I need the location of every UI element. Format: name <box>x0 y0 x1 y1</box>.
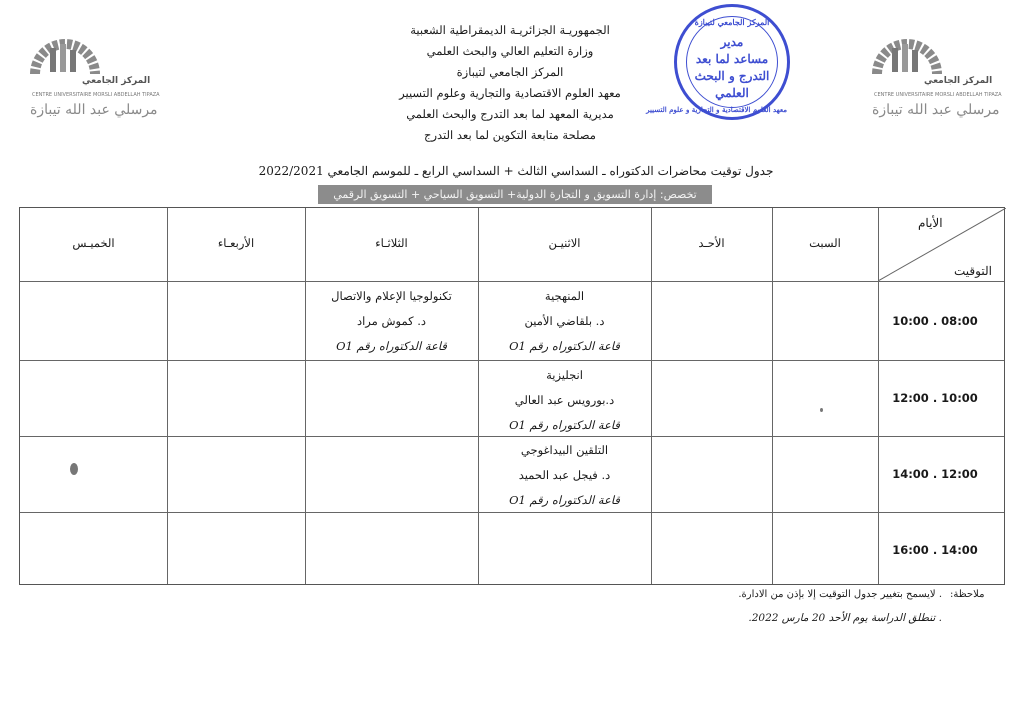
stamp-ring-bottom: معهد العلوم الاقتصادية و التجارية و علوم التسيير <box>646 105 787 114</box>
session-room: قاعة الدكتوراه رقم O1 <box>509 418 620 432</box>
stamp-ring-top: المركز الجامعي لتيبازة <box>694 17 770 27</box>
day-header-tuesday: الثلاثـاء <box>375 236 408 250</box>
schedule-title: جدول توقيت محاضرات الدكتوراه ـ السداسي الثالث + السداسي الرابع ـ للموسم الجامعي 2022/2021 <box>258 164 774 178</box>
timetable <box>19 207 1005 585</box>
official-stamp <box>646 4 790 120</box>
session-room: قاعة الدكتوراه رقم O1 <box>509 493 620 507</box>
header-institute: معهد العلوم الاقتصادية والتجارية وعلوم التسيير <box>399 86 621 100</box>
stamp-line-2: مساعد لما بعد <box>695 52 769 66</box>
session-subject: المنهجية <box>544 289 585 303</box>
day-header-wednesday: الأربعـاء <box>217 236 255 250</box>
corner-time-label: التوقيت <box>954 264 992 278</box>
logo-label: المركز الجامعي <box>82 76 151 86</box>
corner-days-label: الأيام <box>918 216 943 230</box>
session-subject: انجليزية <box>546 368 583 382</box>
session-subject: تكنولوجيا الإعلام والاتصال <box>331 289 452 303</box>
stamp-line-4: العلمي <box>715 86 749 100</box>
session-teacher: د. فيجل عبد الحميد <box>518 468 611 482</box>
session-teacher: د.بورويس عبد العالي <box>514 393 615 407</box>
session-room: قاعة الدكتوراه رقم O1 <box>336 339 447 353</box>
grid-line <box>20 281 1004 282</box>
session-subject: التلقين البيداغوجي <box>520 443 609 457</box>
scan-speck <box>70 463 78 475</box>
logo-subtitle: CENTRE UNIVERSITAIRE MORSLI ABDELLAH TIPAZA <box>32 92 160 98</box>
institution-logo-right <box>862 14 1002 124</box>
logo-name: مرسلي عبد الله تيبازة <box>30 102 158 118</box>
note-start-date: . تنطلق الدراسة يوم الأحد 20 مارس 2022. <box>748 612 942 624</box>
session-room: قاعة الدكتوراه رقم O1 <box>509 339 620 353</box>
header-directorate: مديرية المعهد لما بعد التدرج والبحث العلمي <box>406 107 614 121</box>
notes-label: ملاحظة: <box>950 589 985 600</box>
specialty-banner: تخصص: إدارة التسويق و التجارة الدولية+ التسويق السياحي + التسويق الرقمي <box>318 185 712 204</box>
header-service: مصلحة متابعة التكوين لما بعد التدرج <box>424 128 596 142</box>
scan-speck <box>820 408 823 412</box>
logo-name: مرسلي عبد الله تيبازة <box>872 102 1000 118</box>
day-header-saturday: السبت <box>809 236 841 250</box>
note-schedule-change: . لايسمح بتغيير جدول التوقيت إلا بإذن من الادارة. <box>738 589 942 600</box>
grid-line <box>772 208 773 584</box>
logo-arch-icon <box>872 14 942 84</box>
header-republic: الجمهوريـة الجزائريـة الديمقراطية الشعبية <box>410 23 610 37</box>
session-cell-monday-slot3 <box>478 438 651 513</box>
time-slot: 14:00 . 12:00 <box>892 467 978 481</box>
session-teacher: د. بلقاضي الأمين <box>524 314 605 328</box>
time-slot: 16:00 . 14:00 <box>892 543 978 557</box>
session-cell-monday-slot2 <box>478 363 651 438</box>
grid-line <box>651 208 652 584</box>
logo-arch-icon <box>30 14 100 84</box>
grid-line <box>167 208 168 584</box>
session-cell-monday-slot1 <box>478 284 651 359</box>
grid-line <box>305 208 306 584</box>
document-header <box>340 20 680 146</box>
time-slot: 12:00 . 10:00 <box>892 391 978 405</box>
logo-subtitle: CENTRE UNIVERSITAIRE MORSLI ABDELLAH TIPAZA <box>874 92 1002 98</box>
session-cell-tuesday-slot1 <box>305 284 478 359</box>
day-header-thursday: الخميـس <box>72 236 115 250</box>
day-header-sunday: الأحـد <box>698 236 725 250</box>
session-teacher: د. كموش مراد <box>356 314 426 328</box>
grid-line <box>20 360 1004 361</box>
institution-logo-left <box>20 14 160 124</box>
logo-label: المركز الجامعي <box>924 76 993 86</box>
header-ministry: وزارة التعليم العالي والبحث العلمي <box>426 44 594 58</box>
time-slot: 10:00 . 08:00 <box>892 314 978 328</box>
stamp-line-1: مدير <box>720 35 744 49</box>
day-header-monday: الاثنيـن <box>548 236 581 250</box>
stamp-line-3: التدرج و البحث <box>694 69 770 83</box>
header-university: المركز الجامعي لتيبازة <box>456 65 564 79</box>
